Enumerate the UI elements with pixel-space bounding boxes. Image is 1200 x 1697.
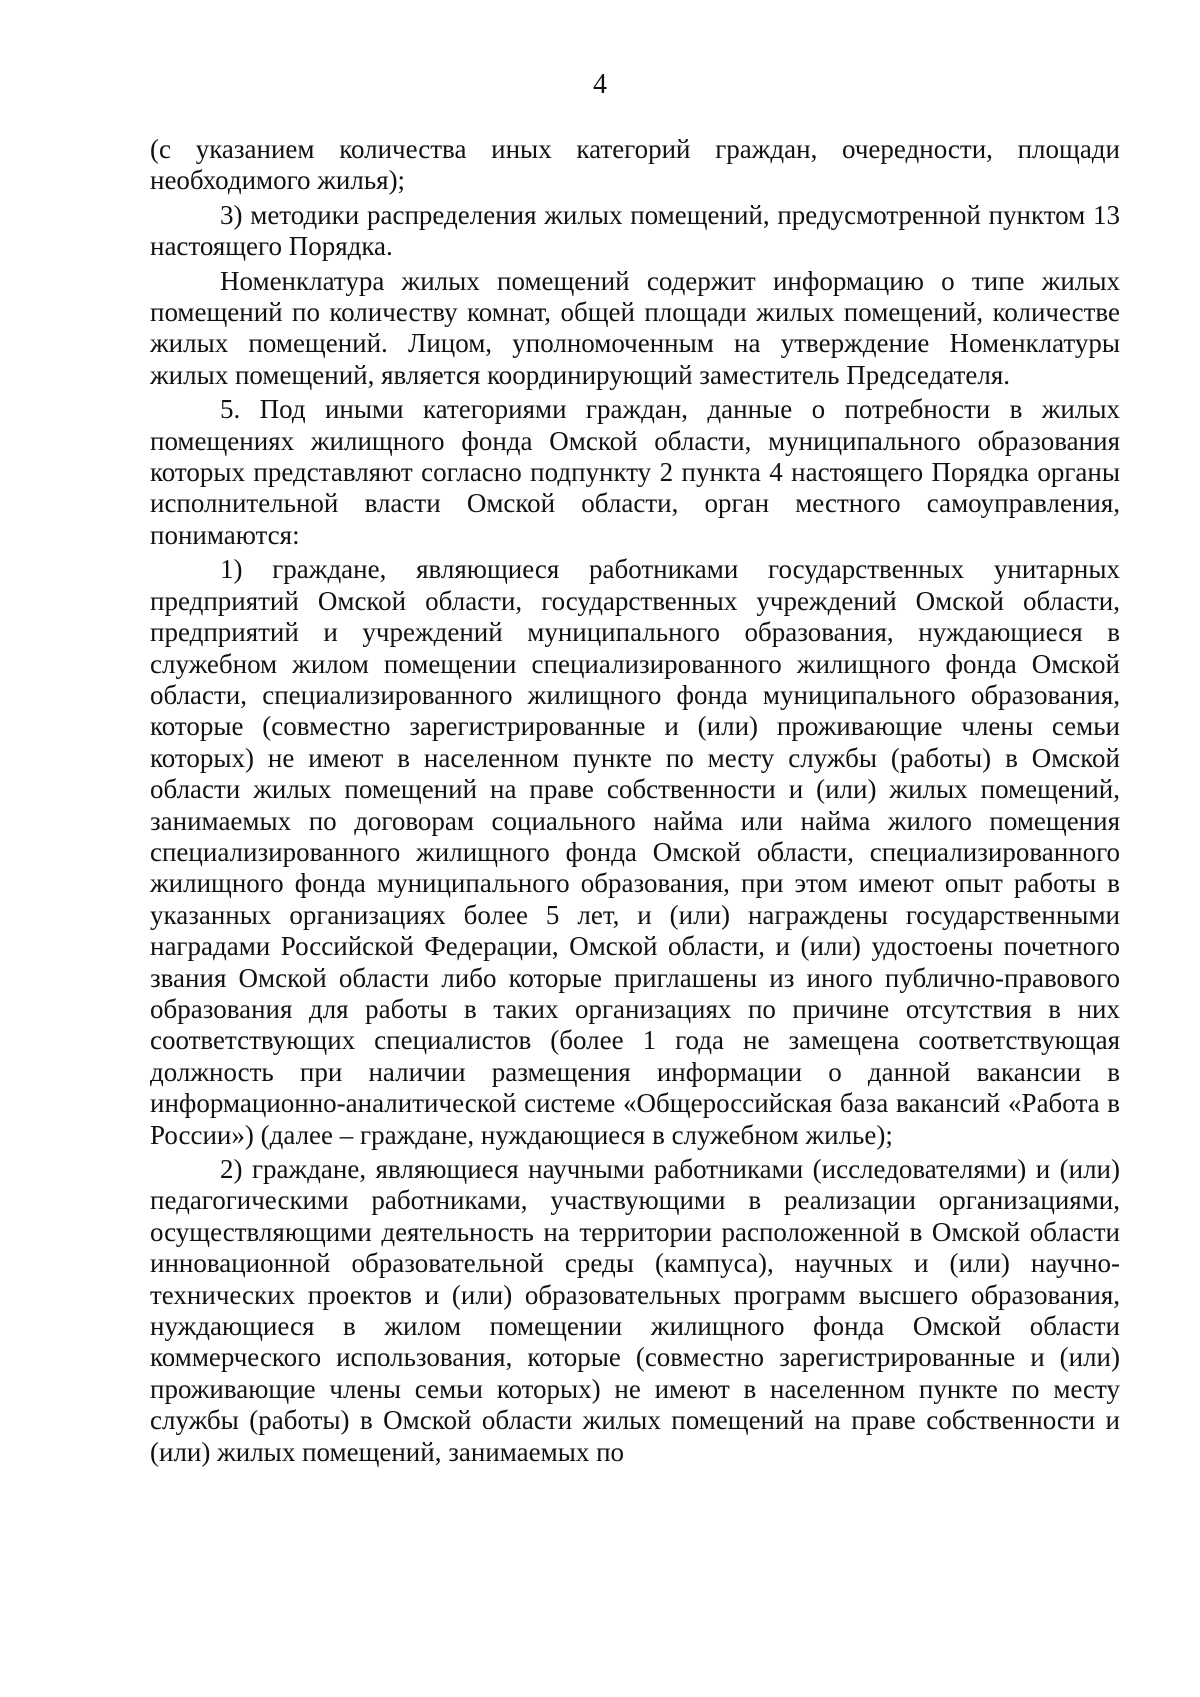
paragraph-clause-5: 5. Под иными категориями граждан, данные о потребности в жилых помещениях жилищного фонда Омской области, муниципального образования которых представляют согласно подпункту 2 пункта 4 настоящего Порядка органы исполнительной власти Омской области, орган местного самоуправления, понимаются:	[150, 394, 1120, 550]
paragraph-subitem-1: 1) граждане, являющиеся работниками государственных унитарных предприятий Омской области, государственных учреждений Омской области, предприятий и учреждений муниципального образования, нуждающиеся в служебном жилом помещении специализированного жилищного фонда Омской области, специализированного жилищного фонда муниципального образования, которые (совместно зарегистрированные и (или) проживающие члены семьи которых) не имеют в населенном пункте по месту службы (работы) в Омской области жилых помещений на праве собственности и (или) жилых помещений, занимаемых по договорам социального найма или найма жилого помещения специализированного жилищного фонда Омской области, специализированного жилищного фонда муниципального образования, при этом имеют опыт работы в указанных организациях более 5 лет, и (или) награждены государственными наградами Российской Федерации, Омской области, и (или) удостоены почетного звания Омской области либо которые приглашены из иного публично-правового образования для работы в таких организациях по причине отсутствия в них соответствующих специалистов (более 1 года не замещена соответствующая должность при наличии размещения информации о данной вакансии в информационно-аналитической системе «Общероссийская база вакансий «Работа в России») (далее – граждане, нуждающиеся в служебном жилье);	[150, 554, 1120, 1150]
paragraph-item-3: 3) методики распределения жилых помещений, предусмотренной пунктом 13 настоящего Порядка.	[150, 199, 1120, 262]
paragraph-subitem-2: 2) граждане, являющиеся научными работниками (исследователями) и (или) педагогическими работниками, участвующими в реализации организациями, осуществляющими деятельность на территории расположенной в Омской области инновационной образовательной среды (кампуса), научных и (или) научно-технических проектов и (или) образовательных программ высшего образования, нуждающиеся в жилом помещении жилищного фонда Омской области коммерческого использования, которые (совместно зарегистрированные и (или) проживающие члены семьи которых) не имеют в населенном пункте по месту службы (работы) в Омской области жилых помещений на праве собственности и (или) жилых помещений, занимаемых по	[150, 1154, 1120, 1467]
document-body	[150, 134, 1120, 1468]
paragraph-nomenclature: Номенклатура жилых помещений содержит информацию о типе жилых помещений по количеству комнат, общей площади жилых помещений, количестве жилых помещений. Лицом, уполномоченным на утверждение Номенклатуры жилых помещений, является координирующий заместитель Председателя.	[150, 265, 1120, 390]
paragraph-continuation: (с указанием количества иных категорий граждан, очередности, площади необходимого жилья);	[150, 134, 1120, 196]
page-number: 4	[593, 69, 607, 100]
